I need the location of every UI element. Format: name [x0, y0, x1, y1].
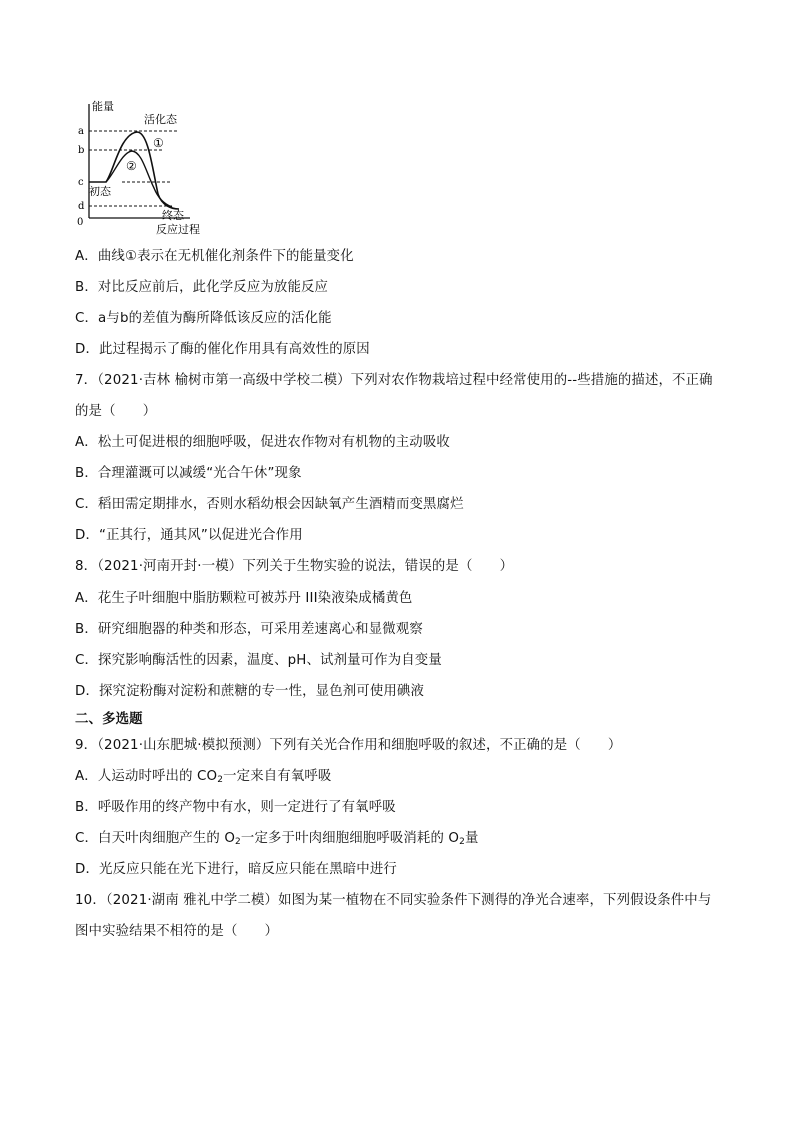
- q9-option-a[interactable]: [75, 768, 331, 786]
- level-d-label: d: [78, 201, 85, 212]
- option-letter: A．: [75, 249, 98, 264]
- option-text: a与b的差值为酶所降低该反应的活化能: [98, 311, 332, 326]
- option-letter: A．: [75, 591, 98, 606]
- option-text: 稻田需定期排水，否则水稻幼根会因缺氧产生酒精而变黑腐烂: [98, 497, 464, 512]
- q9-option-c[interactable]: [75, 830, 479, 848]
- level-a-label: a: [78, 126, 84, 137]
- curve-2-label: ②: [126, 159, 137, 173]
- origin-label: 0: [77, 217, 84, 228]
- option-letter: C．: [75, 653, 99, 668]
- q9-stem: 9．（2021·山东肥城·模拟预测）下列有关光合作用和细胞呼吸的叙述，不正确的是（ ）: [75, 738, 622, 753]
- q8-option-a[interactable]: [75, 590, 412, 608]
- option-letter: D．: [75, 342, 100, 357]
- level-b-label: b: [78, 145, 85, 156]
- q6-option-c[interactable]: [75, 310, 332, 328]
- activated-state-label: 活化态: [144, 113, 177, 126]
- q8-option-d[interactable]: [75, 683, 424, 701]
- option-letter: B．: [75, 800, 98, 815]
- option-letter: A．: [75, 769, 98, 784]
- q7-option-b[interactable]: [75, 465, 302, 483]
- option-letter: D．: [75, 528, 100, 543]
- option-text: 曲线①表示在无机催化剂条件下的能量变化: [97, 249, 354, 264]
- section-title: 二、多选题: [75, 712, 143, 727]
- option-text-pre: 白天叶肉细胞产生的 O: [98, 831, 236, 846]
- curve-1-label: ①: [153, 136, 164, 150]
- subscript: 2: [235, 837, 241, 847]
- option-letter: B．: [75, 622, 98, 637]
- q8-option-c[interactable]: [75, 652, 442, 670]
- option-text: 探究影响酶活性的因素，温度、pH、试剂量可作为自变量: [98, 653, 442, 668]
- option-letter: D．: [75, 862, 100, 877]
- option-text: “正其行，通其风”以促进光合作用: [99, 528, 303, 543]
- q10-stem-line1: 10．（2021·湖南 雅礼中学二模）如图为某一植物在不同实验条件下测得的净光合速率，下列假设条件中与: [75, 893, 712, 908]
- option-letter: C．: [75, 311, 99, 326]
- initial-state-label: 初态: [89, 185, 111, 198]
- q9-option-d[interactable]: [75, 861, 397, 879]
- level-c-label: c: [78, 177, 84, 188]
- option-text-post: 量: [465, 831, 479, 846]
- q6-option-d[interactable]: [75, 341, 370, 359]
- option-text: 松土可促进根的细胞呼吸，促进农作物对有机物的主动吸收: [97, 435, 450, 450]
- option-text: 光反应只能在光下进行，暗反应只能在黑暗中进行: [99, 862, 397, 877]
- option-text: 呼吸作用的终产物中有水，则一定进行了有氧呼吸: [97, 800, 396, 815]
- option-text: 此过程揭示了酶的催化作用具有高效性的原因: [99, 342, 370, 357]
- subscript: 2: [459, 837, 466, 847]
- q9-option-b[interactable]: [75, 799, 396, 817]
- q7-stem-line2: 的是（ ）: [75, 404, 157, 419]
- q7-stem-line1: 7．（2021·吉林 榆树市第一高级中学校二模）下列对农作物栽培过程中经常使用的--些措施的描述，不正确: [75, 373, 713, 388]
- q8-stem: 8．（2021·河南开封·一模）下列关于生物实验的说法，错误的是（ ）: [75, 559, 514, 574]
- q8-option-b[interactable]: [75, 621, 423, 639]
- subscript: 2: [217, 775, 224, 785]
- energy-diagram: [72, 96, 212, 236]
- x-axis-label: 反应过程: [156, 223, 200, 236]
- q6-option-a[interactable]: [75, 248, 354, 266]
- q7-option-d[interactable]: [75, 527, 303, 545]
- option-text: 对比反应前后，此化学反应为放能反应: [97, 280, 329, 295]
- y-axis-label: 能量: [92, 100, 114, 113]
- option-text: 花生子叶细胞中脂肪颗粒可被苏丹 III染液染成橘黄色: [97, 591, 413, 606]
- final-state-label: 终态: [162, 209, 184, 222]
- option-text: 研究细胞器的种类和形态，可采用差速离心和显微观察: [97, 622, 423, 637]
- option-text-mid: 一定多于叶肉细胞细胞呼吸消耗的 O: [240, 831, 460, 846]
- q7-option-a[interactable]: [75, 434, 450, 452]
- option-text-pre: 人运动时呼出的 CO: [97, 769, 218, 784]
- q6-option-b[interactable]: [75, 279, 328, 297]
- q10-stem-line2: 图中实验结果不相符的是（ ）: [75, 924, 279, 939]
- option-text: 探究淀粉酶对淀粉和蔗糖的专一性，显色剂可使用碘液: [99, 684, 424, 699]
- q7-option-c[interactable]: [75, 496, 464, 514]
- option-letter: C．: [75, 497, 99, 512]
- option-letter: D．: [75, 684, 100, 699]
- option-letter: B．: [75, 466, 98, 481]
- option-letter: B．: [75, 280, 98, 295]
- option-letter: C．: [75, 831, 99, 846]
- option-text-post: 一定来自有氧呼吸: [223, 769, 332, 784]
- option-letter: A．: [75, 435, 98, 450]
- option-text: 合理灌溉可以减缓“光合午休”现象: [97, 466, 302, 481]
